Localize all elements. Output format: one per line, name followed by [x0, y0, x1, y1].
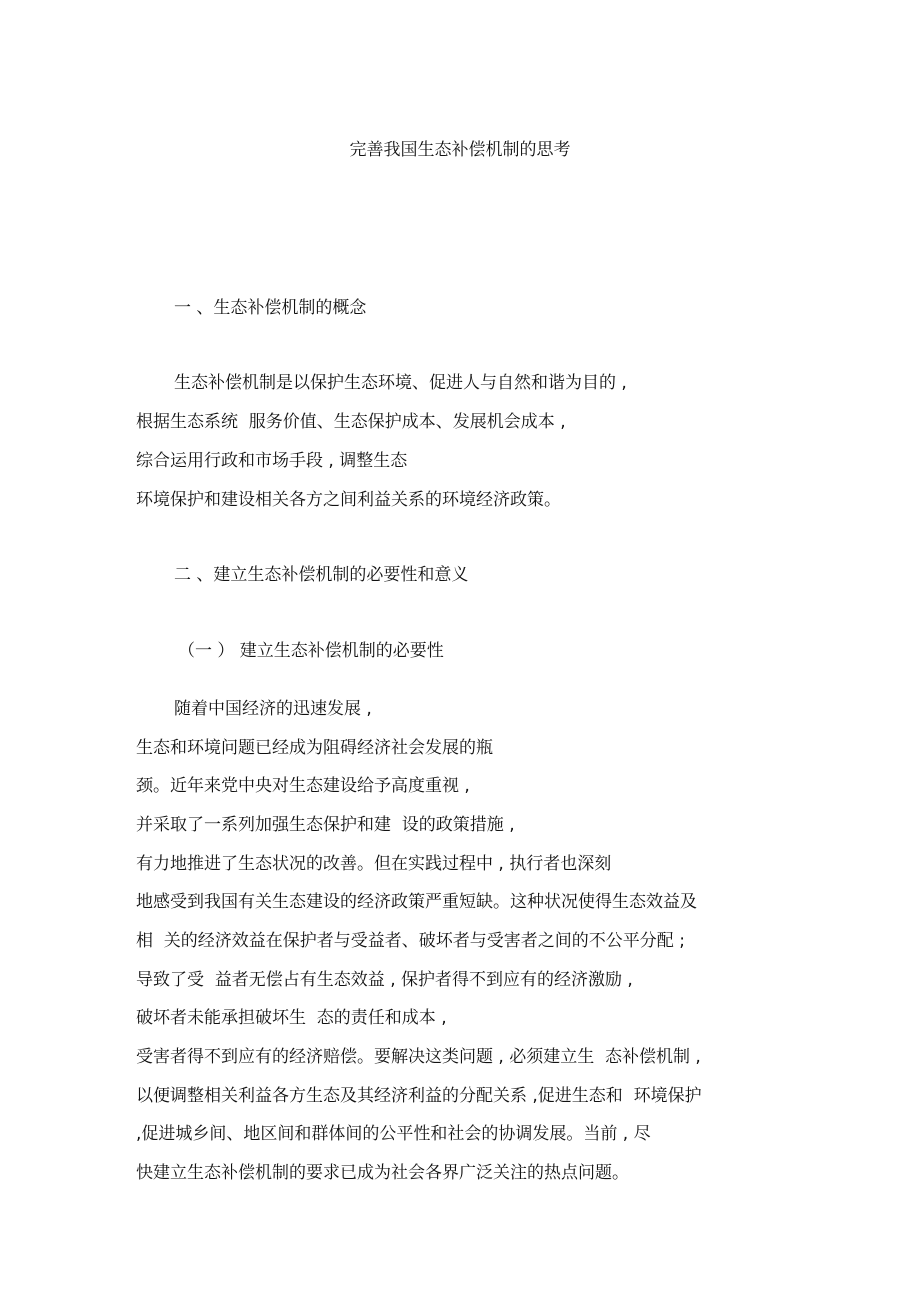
paragraph-line: 相 关的经济效益在保护者与受益者、破坏者与受害者之间的不公平分配 ; [136, 931, 685, 951]
subsection-heading-1: （一 ） 建立生态补偿机制的必要性 [178, 641, 444, 661]
paragraph-line: 颈。近年来党中央对生态建设给予高度重视 , [136, 776, 470, 796]
paragraph-line: 导致了受 益者无偿占有生态效益 , 保护者得不到应有的经济激励 , [136, 970, 633, 990]
paragraph-line: 受害者得不到应有的经济赔偿。要解决这类问题 , 必须建立生 态补偿机制 , [136, 1047, 701, 1067]
paragraph-line: 根据生态系统 服务价值、生态保护成本、发展机会成本 , [136, 412, 566, 432]
paragraph-line: 环境保护和建设相关各方之间利益关系的环境经济政策。 [136, 490, 561, 510]
paragraph-line: ,促进城乡间、地区间和群体间的公平性和社会的协调发展。当前 , 尽 [136, 1124, 651, 1144]
paragraph-line: 生态补偿机制是以保护生态环境、促进人与自然和谐为目的 , [174, 373, 627, 393]
paragraph-line: 快建立生态补偿机制的要求已成为社会各界广泛关注的热点问题。 [136, 1163, 629, 1183]
paragraph-line: 并采取了一系列加强生态保护和建 设的政策措施 , [136, 815, 515, 835]
paragraph-line: 有力地推进了生态状况的改善。但在实践过程中 , 执行者也深刻 [136, 854, 612, 874]
document-title: 完善我国生态补偿机制的思考 [349, 140, 571, 160]
section-heading-2: 二 、建立生态补偿机制的必要性和意义 [174, 565, 469, 585]
paragraph-line: 生态和环境问题已经成为阻碍经济社会发展的瓶 [136, 738, 493, 758]
paragraph-line: 破坏者未能承担破坏生 态的责任和成本 , [136, 1008, 447, 1028]
paragraph-line: 综合运用行政和市场手段 , 调整生态 [136, 451, 408, 471]
paragraph-line: 随着中国经济的迅速发展 , [174, 699, 372, 719]
section-heading-1: 一 、生态补偿机制的概念 [174, 298, 367, 318]
paragraph-line: 以便调整相关利益各方生态及其经济利益的分配关系 ,促进生态和 环境保护 [136, 1086, 702, 1106]
paragraph-line: 地感受到我国有关生态建设的经济政策严重短缺。这种状况使得生态效益及 [136, 892, 697, 912]
